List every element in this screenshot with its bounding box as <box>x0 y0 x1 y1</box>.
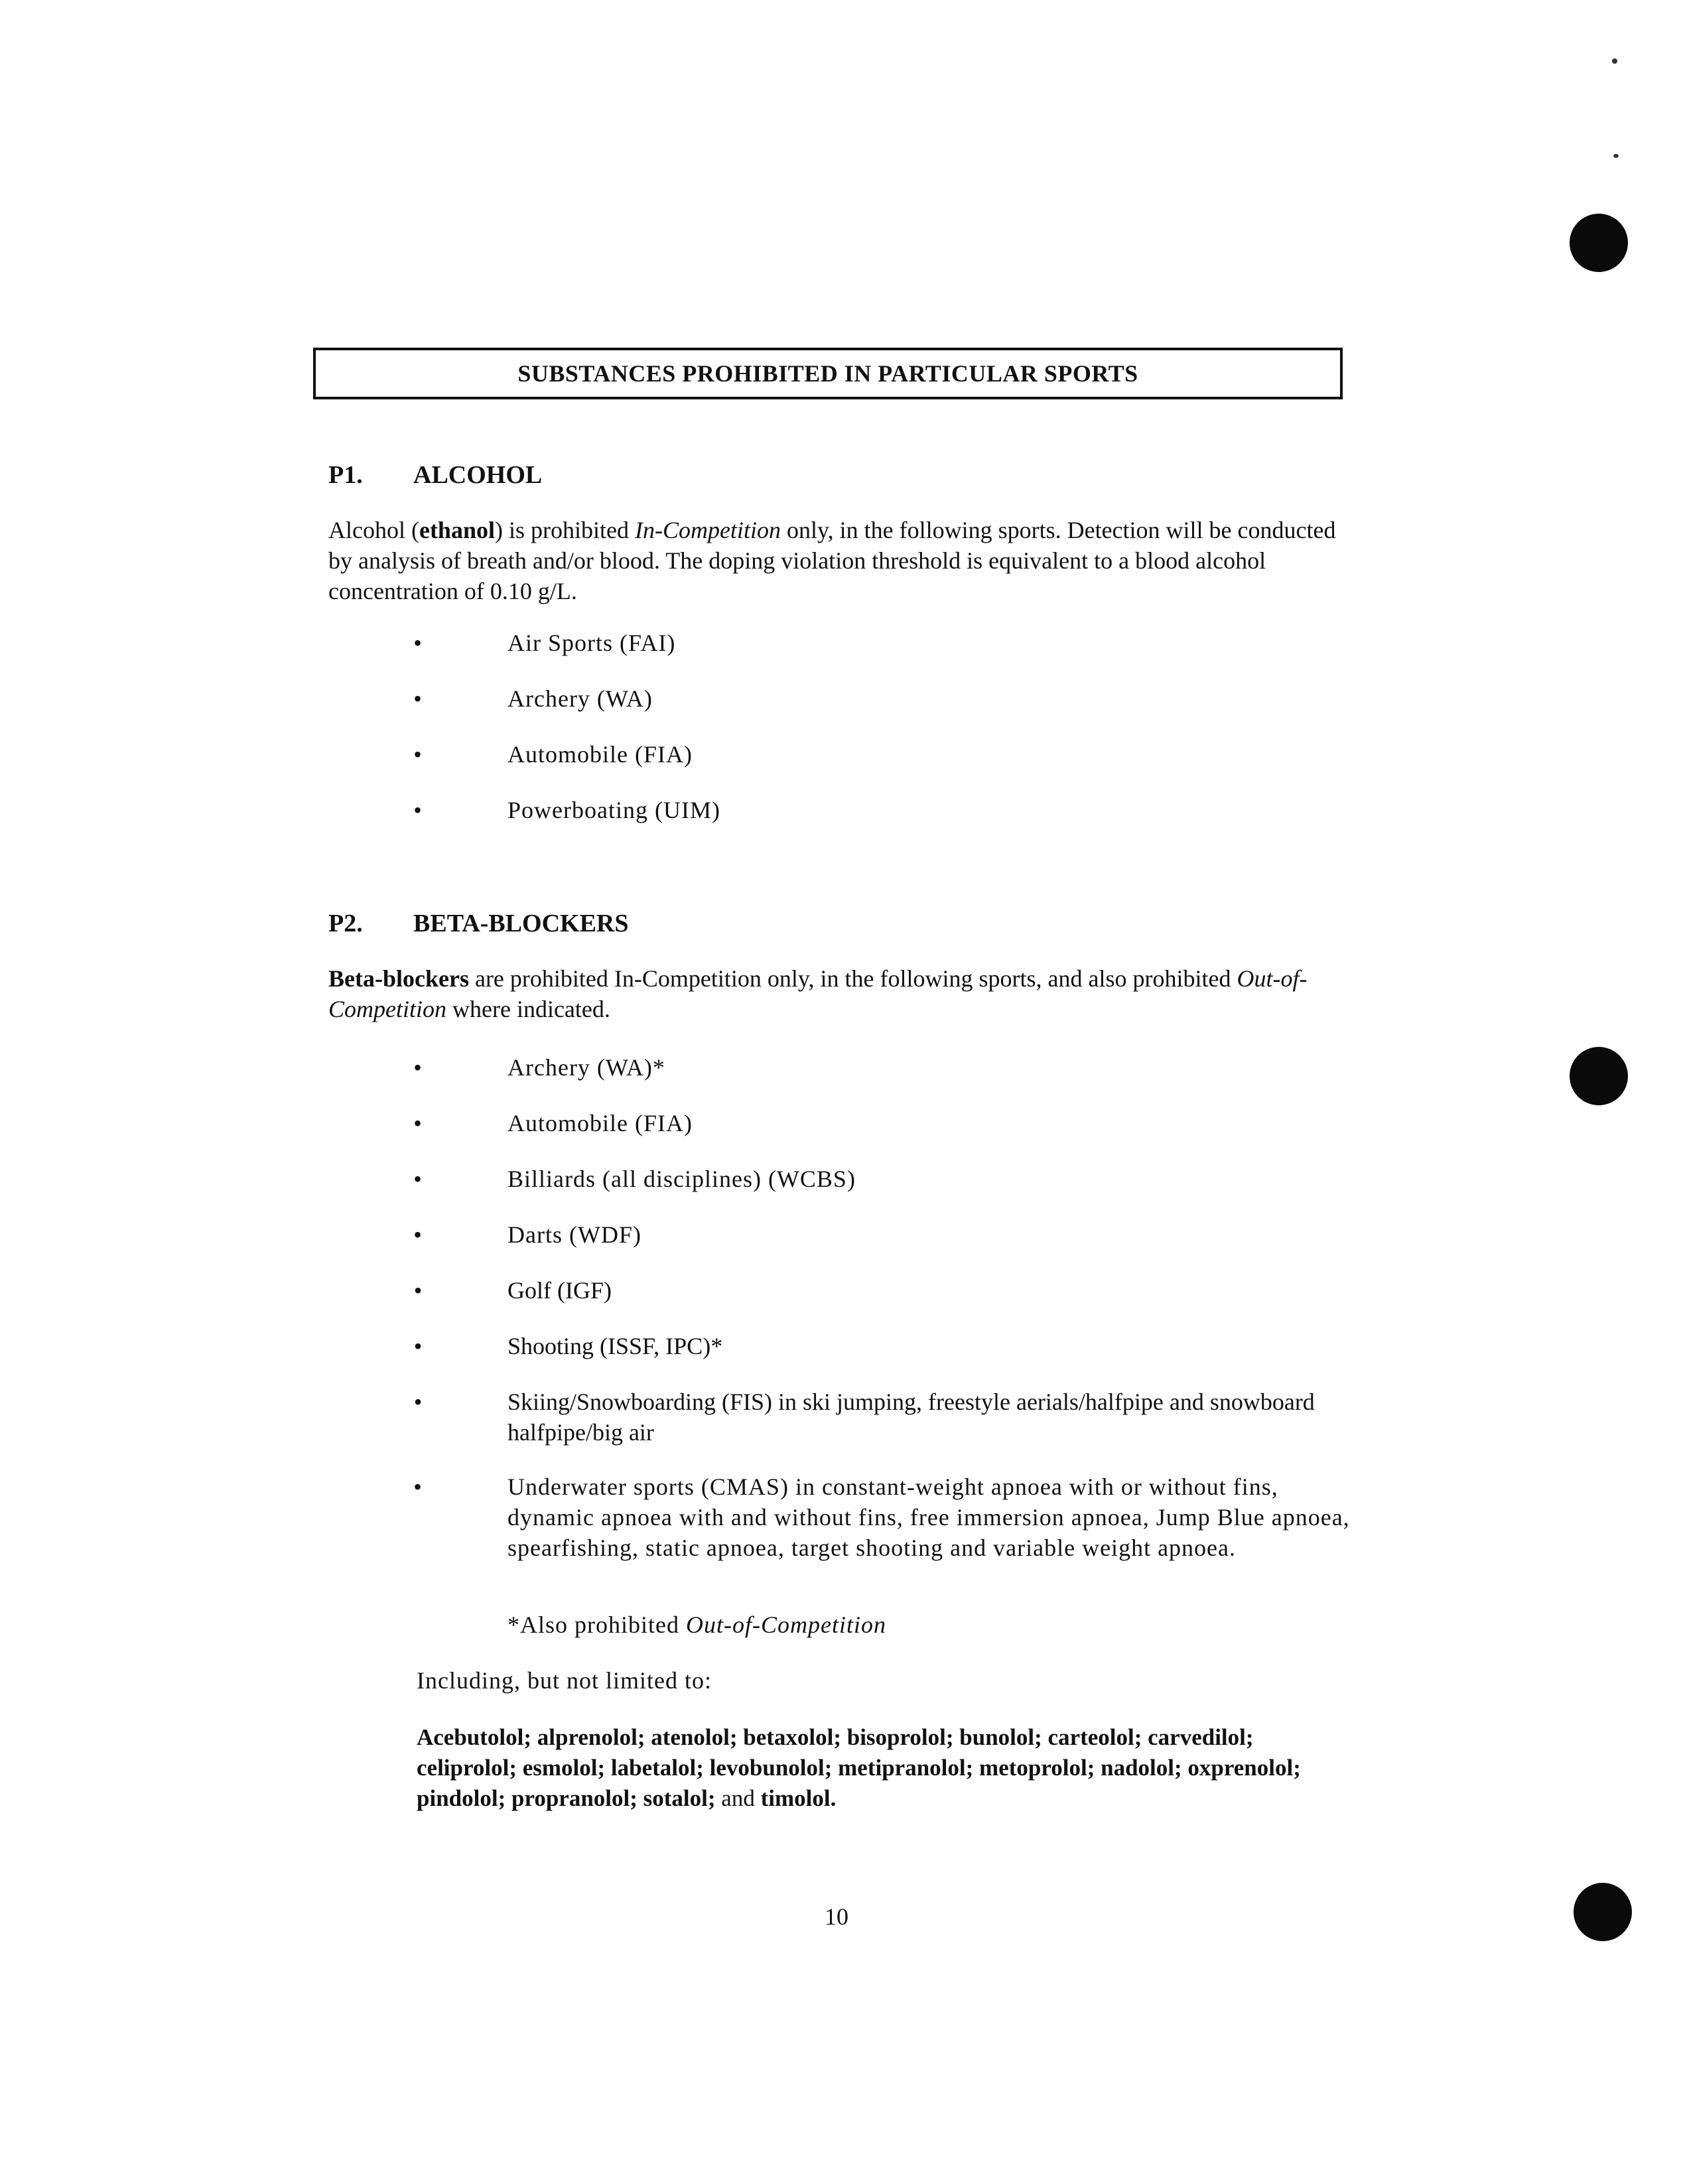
bullet-icon: • <box>413 1277 423 1304</box>
p2-text-italic: Out-of-Competition <box>328 965 1308 1022</box>
p1-item-text: Automobile (FIA) <box>507 741 693 768</box>
p2-text-bold: Beta-blockers <box>328 965 469 992</box>
p1-heading <box>328 460 542 490</box>
p2-item-text: Darts (WDF) <box>507 1221 641 1248</box>
p2-paragraph <box>328 963 1350 1024</box>
p1-text-part: only, in the following sports. Detection will be conducted by analysis of breath and/or blood. The doping violation threshold is equivalent to a blood alcohol concentration of 0.10 g/L. <box>328 517 1336 604</box>
bullet-icon: • <box>413 1054 423 1081</box>
p1-item-text: Powerboating (UIM) <box>507 797 720 823</box>
drug-names: Acebutolol; alprenolol; atenolol; betaxolol; bisoprolol; bunolol; carteolol; carvedilol; celiprolol; esmolol; labetalol; levobunolol; metipranolol; metoprolol; nadolol; oxprenolol; pindolol; propranolol; sotalol; <box>417 1724 1301 1811</box>
p2-item-text: Billiards (all disciplines) (WCBS) <box>507 1166 856 1192</box>
drug-last: timolol. <box>760 1785 837 1811</box>
p1-text-bold: ethanol <box>419 517 495 543</box>
p1-item-text: Air Sports (FAI) <box>507 630 676 656</box>
scan-speck <box>1612 58 1617 64</box>
including-label: Including, but not limited to: <box>417 1667 712 1694</box>
bullet-icon: • <box>413 630 423 656</box>
bullet-icon: • <box>413 1333 423 1359</box>
bullet-icon: • <box>413 1473 423 1500</box>
out-of-competition-note <box>507 1611 886 1639</box>
p1-paragraph <box>328 515 1350 606</box>
binder-hole-top <box>1570 214 1628 272</box>
p2-text-part: where indicated. <box>446 996 610 1022</box>
binder-hole-bottom <box>1574 1883 1632 1941</box>
p2-heading <box>328 909 628 938</box>
drug-conjunction: and <box>715 1785 761 1811</box>
beta-blocker-list <box>417 1722 1359 1814</box>
section-title: SUBSTANCES PROHIBITED IN PARTICULAR SPORTS <box>517 360 1138 387</box>
bullet-icon: • <box>413 685 423 712</box>
bullet-icon: • <box>413 1166 423 1192</box>
p2-item-text: Shooting (ISSF, IPC)* <box>507 1333 723 1359</box>
p1-text-part: ) is prohibited <box>494 517 635 543</box>
bullet-icon: • <box>413 1389 423 1415</box>
p1-text-part: Alcohol ( <box>328 517 419 543</box>
p2-item-text: Skiing/Snowboarding (FIS) in ski jumping, freestyle aerials/halfpipe and snowboard halfpipe/big air <box>507 1389 1315 1446</box>
note-text: *Also prohibited <box>507 1611 686 1638</box>
bullet-icon: • <box>413 741 423 768</box>
p1-title: ALCOHOL <box>413 461 543 489</box>
p2-number: P2. <box>328 910 363 937</box>
p2-title: BETA-BLOCKERS <box>413 910 629 937</box>
p1-item-text: Archery (WA) <box>507 685 653 712</box>
note-italic: Out-of-Competition <box>685 1611 886 1638</box>
scan-speck <box>1613 154 1619 158</box>
section-title-box <box>313 348 1343 399</box>
p2-item-text: Underwater sports (CMAS) in constant-weight apnoea with or without fins, dynamic apnoea with and without fins, free immersion apnoea, Jump Blue apnoea, spearfishing, static apnoea, target shooting and variable weight apnoea. <box>507 1473 1350 1561</box>
binder-hole-middle <box>1570 1047 1628 1105</box>
p1-text-italic: In-Competition <box>634 517 781 543</box>
p1-number: P1. <box>328 461 363 489</box>
p2-item-text: Archery (WA)* <box>507 1054 665 1081</box>
p2-item-text: Automobile (FIA) <box>507 1110 693 1136</box>
page-number: 10 <box>825 1903 848 1930</box>
p2-item-text: Golf (IGF) <box>507 1277 612 1304</box>
bullet-icon: • <box>413 1110 423 1136</box>
bullet-icon: • <box>413 797 423 823</box>
bullet-icon: • <box>413 1221 423 1248</box>
p2-text-part: are prohibited In-Competition only, in the following sports, and also prohibited <box>468 965 1237 992</box>
